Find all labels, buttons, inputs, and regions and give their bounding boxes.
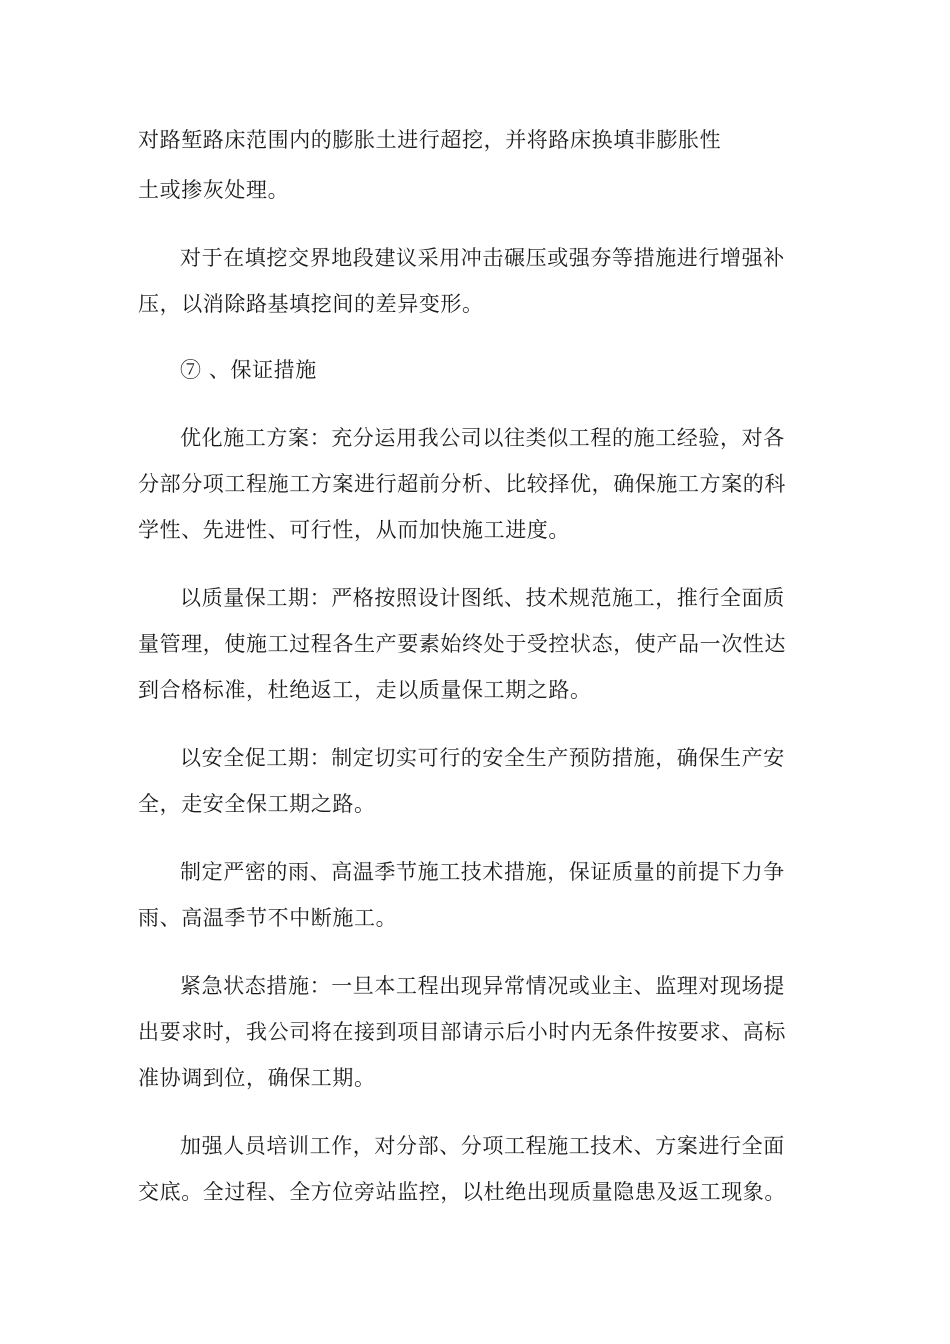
paragraph-6-line-2: 全，走安全保工期之路。 xyxy=(138,792,376,816)
paragraph-8-line-3: 准协调到位，确保工期。 xyxy=(138,1066,376,1090)
paragraph-1-line-2: 土或掺灰处理。 xyxy=(138,178,290,202)
paragraph-8-line-1: 紧急状态措施：一旦本工程出现异常情况或业主、监理对现场提 xyxy=(180,974,785,998)
paragraph-6-line-1: 以安全促工期：制定切实可行的安全生产预防措施，确保生产安 xyxy=(180,746,785,770)
paragraph-1-line-1: 对路堑路床范围内的膨胀土进行超挖，并将路床换填非膨胀性 xyxy=(138,128,722,152)
section-heading: ⑦ 、保证措施 xyxy=(180,358,317,382)
paragraph-9-line-1: 加强人员培训工作，对分部、分项工程施工技术、方案进行全面 xyxy=(180,1134,785,1158)
paragraph-4-line-3: 学性、先进性、可行性，从而加快施工进度。 xyxy=(138,518,570,542)
paragraph-2-line-1: 对于在填挖交界地段建议采用冲击碾压或强夯等措施进行增强补 xyxy=(180,246,785,270)
paragraph-2-line-2: 压，以消除路基填挖间的差异变形。 xyxy=(138,292,484,316)
paragraph-5-line-1: 以质量保工期：严格按照设计图纸、技术规范施工，推行全面质 xyxy=(180,586,785,610)
paragraph-4-line-1: 优化施工方案：充分运用我公司以往类似工程的施工经验，对各 xyxy=(180,426,785,450)
paragraph-5-line-3: 到合格标准，杜绝返工，走以质量保工期之路。 xyxy=(138,678,592,702)
paragraph-7-line-2: 雨、高温季节不中断施工。 xyxy=(138,906,398,930)
paragraph-9-line-2: 交底。全过程、全方位旁站监控，以杜绝出现质量隐患及返工现象。 xyxy=(138,1180,786,1204)
paragraph-8-line-2: 出要求时，我公司将在接到项目部请示后小时内无条件按要求、高标 xyxy=(138,1020,786,1044)
paragraph-5-line-2: 量管理，使施工过程各生产要素始终处于受控状态，使产品一次性达 xyxy=(138,632,786,656)
paragraph-7-line-1: 制定严密的雨、高温季节施工技术措施，保证质量的前提下力争 xyxy=(180,860,785,884)
paragraph-4-line-2: 分部分项工程施工方案进行超前分析、比较择优，确保施工方案的科 xyxy=(138,472,786,496)
